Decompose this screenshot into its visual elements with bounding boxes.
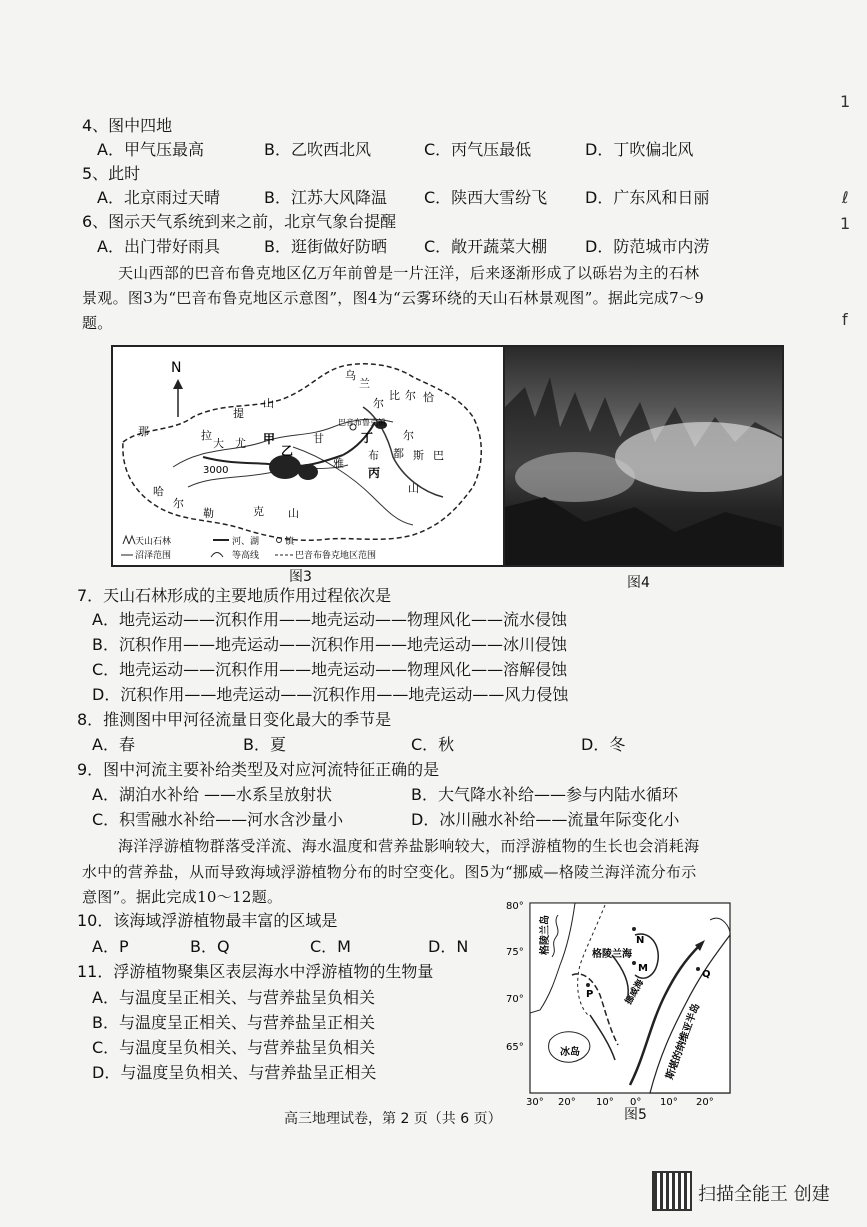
q10-option-d: D．N xyxy=(428,937,469,956)
q4-option-b: B．乙吹西北风 xyxy=(264,140,371,159)
q11-option-b: B．与温度呈正相关、与营养盐呈正相关 xyxy=(92,1013,375,1032)
map-label: 巴音布鲁克镇 xyxy=(338,418,386,427)
q5-option-b: B．江苏大风降温 xyxy=(264,188,387,207)
intro2-line3: 意图”。据此完成10～12题。 xyxy=(82,888,283,906)
q5-option-c: C．陕西大雪纷飞 xyxy=(424,188,548,207)
map-label: 尔 xyxy=(173,497,184,510)
intro2-line2: 水中的营养盐，从而导致海域浮游植物分布的时空变化。图5为“挪威—格陵兰海洋流分布示 xyxy=(82,863,697,881)
q11-option-d: D．与温度呈负相关、与营养盐呈正相关 xyxy=(92,1063,377,1082)
legend-item: 巴音布鲁克地区范围 xyxy=(295,551,377,561)
map-label: 山 xyxy=(408,482,419,495)
lon-label: 20° xyxy=(558,1097,576,1108)
figure5-caption: 图5 xyxy=(624,1107,647,1123)
q9-option-d: D．冰川融水补给——流量年际变化小 xyxy=(411,810,680,829)
map-label: 提 xyxy=(233,407,244,420)
map-label: 哈 xyxy=(153,485,164,498)
edge-mark: 1 xyxy=(840,92,851,111)
legend-item: 沼泽范围 xyxy=(135,551,172,561)
q9-stem: 9．图中河流主要补给类型及对应河流特征正确的是 xyxy=(77,760,440,779)
map-label: 兰 xyxy=(359,377,370,390)
q7-stem: 7．天山石林形成的主要地质作用过程依次是 xyxy=(77,586,392,605)
map-label: 尤 xyxy=(235,437,246,450)
map-label: 丙 xyxy=(368,466,381,480)
legend-item: 等高线 xyxy=(232,551,260,561)
map-label: 山 xyxy=(288,507,299,520)
edge-mark: 1 xyxy=(840,214,851,233)
edge-mark: f xyxy=(842,310,848,329)
lat-label: 70° xyxy=(506,994,524,1005)
place-label: 格陵兰海 xyxy=(592,949,632,960)
q7-option-c: C．地壳运动——沉积作用——地壳运动——物理风化——溶解侵蚀 xyxy=(92,660,568,679)
place-label: 格陵兰岛 xyxy=(540,915,551,955)
map-label: 丁 xyxy=(361,431,374,445)
map-label: 甘 xyxy=(313,432,324,445)
q5-option-a: A．北京雨过天晴 xyxy=(97,188,220,207)
point-label: P xyxy=(586,989,594,1000)
q4-option-a: A．甲气压最高 xyxy=(97,140,204,159)
intro1-line2: 景观。图3为“巴音布鲁克地区示意图”，图4为“云雾环绕的天山石林景观图”。据此完成7～9 xyxy=(82,289,705,307)
q11-stem: 11．浮游植物聚集区表层海水中浮游植物的生物量 xyxy=(77,962,434,981)
lon-label: 10° xyxy=(660,1097,678,1108)
map-label: 尔 xyxy=(373,397,384,410)
q10-option-b: B．Q xyxy=(190,937,230,956)
q8-option-b: B．夏 xyxy=(243,735,286,754)
legend-item: 镇 xyxy=(285,537,295,547)
map-label: 比 xyxy=(389,389,400,402)
figure3-caption: 图3 xyxy=(289,569,312,585)
q10-option-c: C．M xyxy=(310,937,351,956)
map-label: 恰 xyxy=(423,391,434,404)
map-label: 拉 xyxy=(201,429,212,442)
lon-label: 30° xyxy=(526,1097,544,1108)
map-label: 山 xyxy=(263,397,274,410)
lat-label: 65° xyxy=(506,1042,524,1053)
map-label: 斯 xyxy=(413,449,424,462)
q4-option-d: D．丁吹偏北风 xyxy=(585,140,694,159)
place-label: 冰岛 xyxy=(560,1047,580,1058)
figure4-caption: 图4 xyxy=(627,575,650,591)
legend-item: 天山石林 xyxy=(135,537,172,547)
intro1-line1: 天山西部的巴音布鲁克地区亿万年前曾是一片汪洋，后来逐渐形成了以砾岩为主的石林 xyxy=(118,264,700,282)
figure5-svg xyxy=(500,895,740,1110)
q7-option-d: D．沉积作用——地壳运动——沉积作用——地壳运动——风力侵蚀 xyxy=(92,685,569,704)
qr-code-icon xyxy=(652,1171,692,1211)
q8-option-d: D．冬 xyxy=(581,735,626,754)
q8-option-a: A．春 xyxy=(92,735,135,754)
q9-option-c: C．积雪融水补给——河水含沙量小 xyxy=(92,810,344,829)
place-label: 斯堪的纳维亚半岛 xyxy=(664,1002,703,1082)
map-label: 布 xyxy=(368,449,379,462)
lon-label: 10° xyxy=(596,1097,614,1108)
q8-stem: 8．推测图中甲河径流量日变化最大的季节是 xyxy=(77,710,392,729)
map-label: 巴 xyxy=(433,449,444,462)
point-label: M xyxy=(638,963,648,974)
lon-label: 20° xyxy=(696,1097,714,1108)
q5-stem: 5、此时 xyxy=(82,164,141,183)
map-label: 勒 xyxy=(203,507,214,520)
lon-label: 0° xyxy=(630,1097,642,1108)
map-label: 克 xyxy=(253,505,264,518)
map-label: 尔 xyxy=(403,429,414,442)
map-label: 乌 xyxy=(345,369,356,382)
figure4-svg xyxy=(505,347,782,565)
north-label: N xyxy=(171,360,182,376)
q11-option-a: A．与温度呈正相关、与营养盐呈负相关 xyxy=(92,988,375,1007)
q5-option-d: D．广东风和日丽 xyxy=(585,188,710,207)
map-label: 那 xyxy=(138,425,149,438)
map-label: 雅 xyxy=(333,457,344,470)
q8-option-c: C．秋 xyxy=(411,735,455,754)
edge-mark: ℓ xyxy=(842,188,849,207)
map-label: 都 xyxy=(393,447,404,460)
lat-label: 75° xyxy=(506,947,524,958)
place-label: 挪威海 xyxy=(623,978,647,1007)
q4-stem: 4、图中四地 xyxy=(82,116,173,135)
map-label: 3000 xyxy=(203,465,229,476)
q9-option-a: A．湖泊水补给 ——水系呈放射状 xyxy=(92,785,333,804)
point-label: Q xyxy=(702,969,711,980)
q6-option-d: D．防范城市内涝 xyxy=(585,237,710,256)
figure4-photo xyxy=(503,345,784,567)
q10-stem: 10．该海域浮游植物最丰富的区域是 xyxy=(77,911,338,930)
page-footer: 高三地理试卷，第 2 页（共 6 页） xyxy=(284,1111,502,1127)
legend-item: 河、湖 xyxy=(232,537,260,547)
figure5-map xyxy=(500,895,740,1110)
lat-label: 80° xyxy=(506,901,524,912)
map-label: 甲 xyxy=(263,432,276,446)
q6-option-c: C．敞开蔬菜大棚 xyxy=(424,237,548,256)
scanner-brand: 扫描全能王 创建 xyxy=(698,1184,830,1205)
map-label: 大 xyxy=(213,437,224,450)
q7-option-a: A．地壳运动——沉积作用——地壳运动——物理风化——流水侵蚀 xyxy=(92,610,567,629)
q6-option-b: B．逛街做好防晒 xyxy=(264,237,387,256)
q9-option-b: B．大气降水补给——参与内陆水循环 xyxy=(411,785,678,804)
point-label: N xyxy=(636,935,645,946)
q4-option-c: C．丙气压最低 xyxy=(424,140,532,159)
map-label: 乙 xyxy=(281,444,294,458)
q11-option-c: C．与温度呈负相关、与营养盐呈负相关 xyxy=(92,1038,376,1057)
figure3-svg xyxy=(113,347,503,565)
figure3-map xyxy=(111,345,505,567)
q10-option-a: A．P xyxy=(92,937,129,956)
intro1-line3: 题。 xyxy=(82,314,113,332)
q7-option-b: B．沉积作用——地壳运动——沉积作用——地壳运动——冰川侵蚀 xyxy=(92,635,567,654)
q6-option-a: A．出门带好雨具 xyxy=(97,237,220,256)
q6-stem: 6、图示天气系统到来之前，北京气象台提醒 xyxy=(82,212,397,231)
intro2-line1: 海洋浮游植物群落受洋流、海水温度和营养盐影响较大，而浮游植物的生长也会消耗海 xyxy=(118,837,700,855)
map-label: 尔 xyxy=(405,389,416,402)
